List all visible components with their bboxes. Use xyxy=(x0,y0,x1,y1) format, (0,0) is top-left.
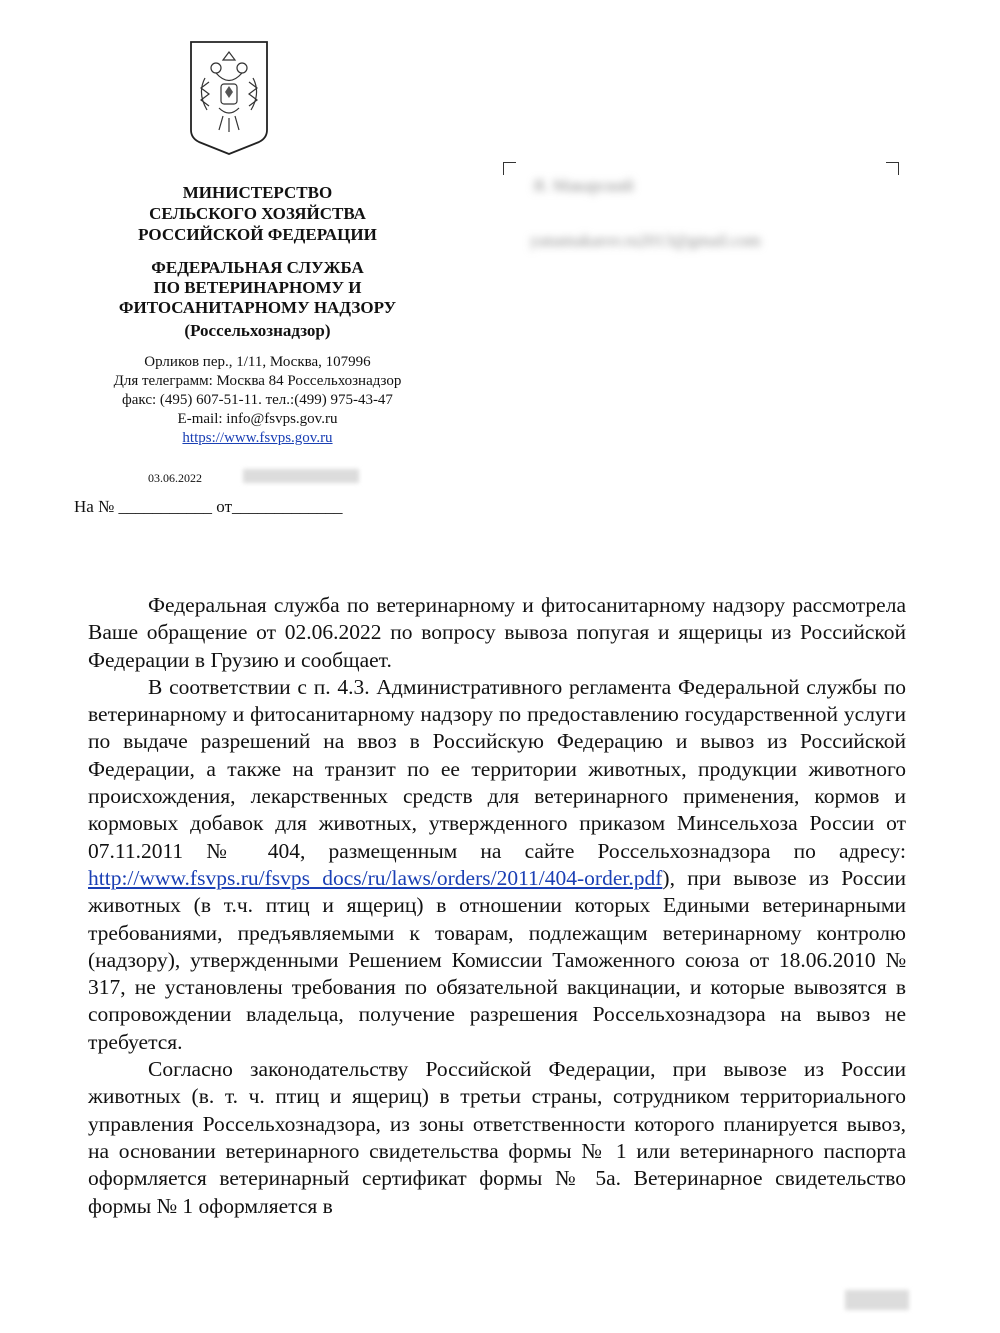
address-corner-right xyxy=(886,162,899,175)
website-link[interactable]: https://www.fsvps.gov.ru xyxy=(182,430,333,446)
recipient-name: Я. Макарский xyxy=(533,176,634,195)
paragraph-1: Федеральная служба по ветеринарному и фитосанитарному надзору рассмотрела Ваше обращение от 02.06.2022 по вопросу вывоза попугая и ящерицы из Российской Федерации в Грузию и сообщает. xyxy=(88,593,906,672)
service-line-1: ФЕДЕРАЛЬНАЯ СЛУЖБА xyxy=(151,258,364,277)
letter-date: 03.06.2022 xyxy=(148,471,202,485)
address-corner-left xyxy=(503,162,516,175)
coat-of-arms-icon xyxy=(185,38,273,156)
redacted-letter-number xyxy=(243,469,359,483)
letter-body xyxy=(88,592,906,1220)
service-abbreviation: (Россельхознадзор) xyxy=(184,321,331,340)
ministry-line-3: РОССИЙСКОЙ ФЕДЕРАЦИИ xyxy=(138,225,377,244)
service-line-2: ПО ВЕТЕРИНАРНОМУ И xyxy=(153,278,362,297)
service-name xyxy=(60,258,455,318)
ministry-line-2: СЕЛЬСКОГО ХОЗЯЙСТВА xyxy=(149,204,366,223)
regulation-link[interactable]: http://www.fsvps.ru/fsvps docs/ru/laws/orders/2011/404-order.pdf xyxy=(88,865,663,890)
recipient-email: yanamakarov.ru2013@gmail.com xyxy=(530,231,761,250)
paragraph-2-text-end: ), при вывозе из России животных (в т.ч. птиц и ящериц) в отношении которых Едиными ветеринарными требованиями, предъявляемыми к товарам, подлежащим ветеринарному контролю (надзору), утвержденными Решением Комиссии Таможенного союза от 18.06.2010 № 317, не установлены требования по обязательной вакцинации, и которые вывозятся в сопровождении владельца, получение разрешения Россельхознадзора на вывоз не требуется. xyxy=(88,865,906,1054)
address: Орликов пер., 1/11, Москва, 107996 xyxy=(144,354,371,370)
ministry-name xyxy=(60,182,455,245)
paragraph-3: Согласно законодательству Российской Федерации, при вывозе из России животных (в. т. ч. птиц и ящериц) в третьи страны, сотрудником территориального управления Россельхознадзора, из зоны ответственности которого планируется вывоз, на основании ветеринарного свидетельства формы № 1 или ветеринарного паспорта оформляется ветеринарный сертификат формы № 5а. Ветеринарное свидетельство формы № 1 оформляется в xyxy=(88,1057,906,1218)
ministry-line-1: МИНИСТЕРСТВО xyxy=(182,183,333,202)
service-line-3: ФИТОСАНИТАРНОМУ НАДЗОРУ xyxy=(118,298,397,317)
paragraph-2-text: В соответствии с п. 4.3. Административного регламента Федеральной службы по ветеринарному и фитосанитарному надзору по предоставлению государственной услуги по выдаче разрешений на ввоз в Российскую Федерацию и вывоз из Российской Федерации, а также на транзит по ее территории животных, продукции животного происхождения, лекарственных средств для ветеринарного применения, кормов и кормовых добавок для животных, утвержденного приказом Минсельхоза России от 07.11.2011 № 404, размещенным на сайте Россельхознадзора по адресу: xyxy=(88,674,906,863)
reference-line: На № ___________ от_____________ xyxy=(74,497,343,516)
phone-numbers: факс: (495) 607-51-11. тел.:(499) 975-43-47 xyxy=(122,392,393,408)
contact-block xyxy=(60,353,455,448)
telegram-address: Для телеграмм: Москва 84 Россельхознадзор xyxy=(113,373,402,389)
email: E-mail: info@fsvps.gov.ru xyxy=(177,411,338,427)
redacted-page-mark xyxy=(845,1290,909,1310)
paragraph-2 xyxy=(88,674,906,1056)
